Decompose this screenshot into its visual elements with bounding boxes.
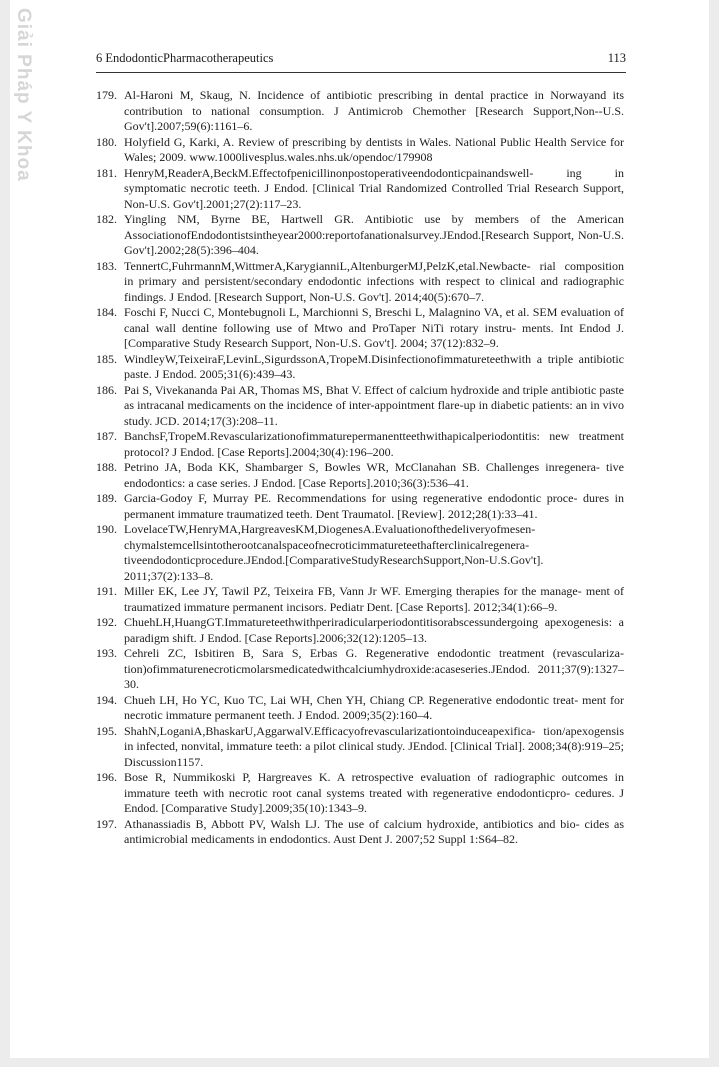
reference-item <box>96 770 624 817</box>
reference-number: 185. <box>96 351 117 366</box>
reference-item <box>96 166 624 213</box>
reference-text: BanchsF,TropeM.Revascularizationofimmaturepermanentteethwithapicalperiodontitis: new treatment protocol? J Endod. [Case Reports].2004;30(4):196–200. <box>124 429 624 459</box>
reference-text: WindleyW,TeixeiraF,LevinL,SigurdssonA,TropeM.Disinfectionofimmatureteethwith a triple antibiotic paste. J Endod. 2005;31(6):439–43. <box>124 351 624 381</box>
reference-number: 193. <box>96 646 117 660</box>
reference-number: 188. <box>96 460 117 474</box>
reference-item <box>96 491 624 522</box>
reference-text: Pai S, Vivekananda Pai AR, Thomas MS, Bhat V. Effect of calcium hydroxide and triple antibiotic paste as intracanal medicaments on the incidence of inter-appointment flare-up in diabetic patients: an in vivo study. JCD. 2014;17(3):208–11. <box>124 382 624 428</box>
reference-text: ShahN,LoganiA,BhaskarU,AggarwalV.Efficacyofrevascularizationtoinduceapexifica- tion/apexogensis in infected, nonvital, immature teeth: a pilot clinical study. JEndod. [Clinical Trial]. 2008;34(8):919–25; Discussion1157. <box>124 723 624 769</box>
reference-text: LovelaceTW,HenryMA,HargreavesKM,DiogenesA.Evaluationofthedeliveryofmesen- chymalstemcellsintotherootcanalspaceofnecroticimmatureteethafterclinicalregenera- tiveendodonticprocedure.JEndod.[ComparativeStudyResearchSupport,Non-U.S.Gov't]. 2011;37(2):133–8. <box>124 522 544 583</box>
reference-number: 197. <box>96 816 117 831</box>
reference-item <box>96 460 624 491</box>
reference-text: Bose R, Nummikoski P, Hargreaves K. A retrospective evaluation of radiographic outcomes in immature teeth with necrotic root canal systems treated with regenerative endodonticpro- cedures. J Endod. [Comparative Study].2009;35(10):1343–9. <box>124 770 624 815</box>
reference-number: 191. <box>96 584 117 598</box>
reference-text: Cehreli ZC, Isbitiren B, Sara S, Erbas G. Regenerative endodontic treatment (revasculariza- tion)ofimmaturenecroticmolarsmedicatedwithcalciumhydroxide:acaseseries.JEndod. 2011;37(9):1327–30. <box>124 646 624 691</box>
reference-item <box>96 615 624 646</box>
watermark-logo: Giải Pháp Y Khoa <box>13 8 34 182</box>
reference-item <box>96 259 624 306</box>
reference-item <box>96 88 624 135</box>
reference-item <box>96 305 624 352</box>
reference-item <box>96 522 624 584</box>
reference-number: 194. <box>96 692 117 707</box>
chapter-title: 6 EndodonticPharmacotherapeutics <box>96 51 274 65</box>
reference-text: Chueh LH, Ho YC, Kuo TC, Lai WH, Chen YH, Chiang CP. Regenerative endodontic treat- ment for necrotic immature permanent teeth. J Endod. 2009;35(2):160–4. <box>124 692 624 722</box>
reference-number: 186. <box>96 382 117 397</box>
reference-item <box>96 352 624 383</box>
reference-text: Garcia-Godoy F, Murray PE. Recommendations for using regenerative endodontic proce- dures in permanent immature traumatized teeth. Dent Traumatol. [Review]. 2012;28(1):33–41. <box>124 491 624 521</box>
reference-text: Petrino JA, Boda KK, Shambarger S, Bowles WR, McClanahan SB. Challenges inregenera- tive endodontics: a case series. J Endod. [Case Reports].2010;36(3):536–41. <box>124 460 624 490</box>
reference-item <box>96 724 624 771</box>
reference-item <box>96 584 624 615</box>
reference-item <box>96 212 624 259</box>
reference-list <box>96 88 624 848</box>
reference-number: 182. <box>96 212 117 226</box>
reference-number: 187. <box>96 429 117 443</box>
header-divider <box>96 72 626 73</box>
reference-text: Yingling NM, Byrne BE, Hartwell GR. Antibiotic use by members of the American AssociationofEndodontistsintheyear2000:reportofanationalsurvey.JEndod.[Research Support, Non-U.S. Gov't].2002;28(5):396–404. <box>124 212 624 257</box>
reference-text: Foschi F, Nucci C, Montebugnoli L, Marchionni S, Breschi L, Malagnino VA, et al. SEM evaluation of canal wall dentine following use of Mtwo and ProTaper NiTi rotary instru- ments. Int Endod J. [Comparative Study Research Support, Non-U.S. Gov't]. 2004; 37(12):832–9. <box>124 305 624 350</box>
reference-number: 184. <box>96 305 117 319</box>
reference-text: Athanassiadis B, Abbott PV, Walsh LJ. The use of calcium hydroxide, antibiotics and bio- cides as antimicrobial medicaments in endodontics. Aust Dent J. 2007;52 Suppl 1:S64–82. <box>124 816 624 846</box>
reference-text: HenryM,ReaderA,BeckM.Effectofpenicillinonpostoperativeendodonticpainandswell- ing in symptomatic necrotic teeth. J Endod. [Clinical Trial Randomized Controlled Trial Research Support, Non-U.S. Gov't].2001;27(2):117–23. <box>124 165 624 211</box>
reference-item <box>96 429 624 460</box>
reference-text: TennertC,FuhrmannM,WittmerA,KarygianniL,AltenburgerMJ,PelzK,etal.Newbacte- rial composition in primary and persistent/secondary endodontic infections with respect to clinical and radiographic findings. J Endod. [Research Support, Non-U.S. Gov't]. 2014;40(5):670–7. <box>124 258 624 304</box>
reference-number: 195. <box>96 723 117 738</box>
reference-text: Holyfield G, Karki, A. Review of prescribing by dentists in Wales. National Public Health Service for Wales; 2009. www.1000livesplus.wales.nhs.uk/opendoc/179908 <box>124 134 624 164</box>
reference-text: ChuehLH,HuangGT.Immatureteethwithperiradicularperiodontitisorabscessundergoing apexogenesis: a paradigm shift. J Endod. [Case Reports].2006;32(12):1205–13. <box>124 615 624 645</box>
reference-item <box>96 693 624 724</box>
reference-text: Al-Haroni M, Skaug, N. Incidence of antibiotic prescribing in dental practice in Norwayand its contribution to national consumption. J Antimicrob Chemother [Research Support,Non--U.S. Gov't].2007;59(6):1161–6. <box>124 88 624 133</box>
reference-number: 190. <box>96 522 117 536</box>
reference-text: Miller EK, Lee JY, Tawil PZ, Teixeira FB, Vann Jr WF. Emerging therapies for the manage- ment of traumatized immature permanent incisors. Pediatr Dent. [Case Reports]. 2012;34(1):66–9. <box>124 584 624 614</box>
reference-item <box>96 135 624 166</box>
reference-number: 181. <box>96 165 117 180</box>
reference-item <box>96 646 624 693</box>
reference-number: 179. <box>96 88 117 102</box>
reference-item <box>96 817 624 848</box>
reference-number: 183. <box>96 258 117 273</box>
reference-item <box>96 383 624 430</box>
reference-number: 196. <box>96 770 117 784</box>
reference-number: 180. <box>96 134 117 149</box>
reference-number: 189. <box>96 491 117 505</box>
page-number: 113 <box>607 51 626 65</box>
reference-number: 192. <box>96 615 117 629</box>
